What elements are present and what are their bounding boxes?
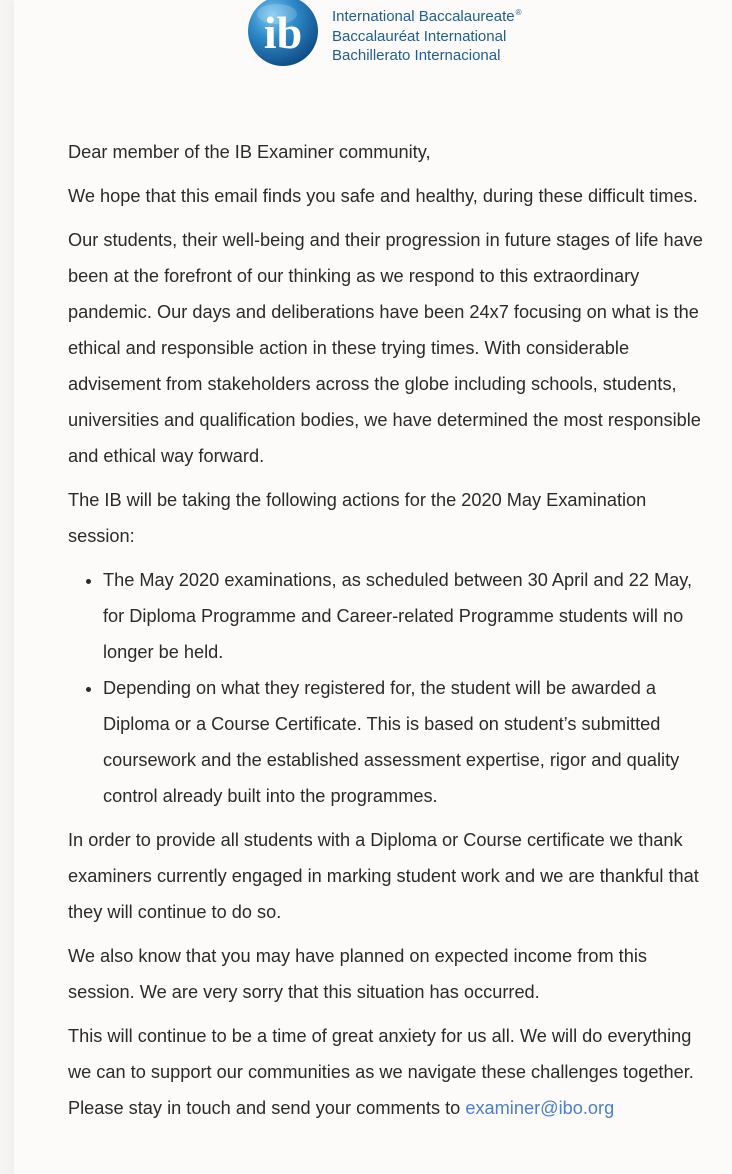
ib-logo-monogram: ib — [263, 7, 303, 58]
examiner-email-link[interactable]: examiner@ibo.org — [465, 1098, 615, 1118]
organization-name — [332, 3, 522, 66]
actions-list — [68, 562, 708, 814]
org-name-spanish: Bachillerato Internacional — [332, 47, 501, 64]
email-content — [68, 134, 708, 1134]
registered-mark: ® — [515, 8, 522, 17]
paragraph-2: Our students, their well-being and their progression in future stages of life have been at the forefront of our thinking as we respond to this extraordinary pandemic. Our days and deliberations have been 24x7 focusing on what is the ethical and responsible action in these trying times. With considerable advisement from stakeholders across the globe including schools, students, universities and qualification bodies, we have determined the most responsible and ethical way forward. — [68, 230, 703, 466]
salutation: Dear member of the IB Examiner community, — [68, 142, 431, 162]
paragraph-4: In order to provide all students with a Diploma or Course certificate we thank examiners currently engaged in marking student work and we are thankful that they will continue to do so. — [68, 830, 699, 922]
paragraph-6-text: This will continue to be a time of great anxiety for us all. We will do everything we can to support our communities as we navigate these challenges together. Please stay in touch and send your comments to — [68, 1026, 694, 1118]
paragraph-5: We also know that you may have planned on expected income from this session. We are very sorry that this situation has occurred. — [68, 946, 647, 1002]
ib-logo-icon — [244, 0, 322, 68]
ib-header — [244, 0, 522, 76]
org-name-french: Baccalauréat International — [332, 27, 507, 45]
list-item: • The May 2020 examinations, as scheduled between 30 April and 22 May, for Diploma Programme and Career-related Programme students will no longer be held. — [103, 562, 708, 670]
paragraph-3: The IB will be taking the following actions for the 2020 May Examination session: — [68, 490, 647, 546]
list-item: • Depending on what they registered for, the student will be awarded a Diploma or a Course Certificate. This is based on student’s submitted coursework and the established assessment expertise, rigor and quality control already built into the programmes. — [103, 670, 708, 814]
paragraph-1: We hope that this email finds you safe and healthy, during these difficult times. — [68, 186, 698, 206]
paragraph-6 — [68, 1018, 708, 1126]
org-name-english: International Baccalaureate — [332, 8, 515, 25]
